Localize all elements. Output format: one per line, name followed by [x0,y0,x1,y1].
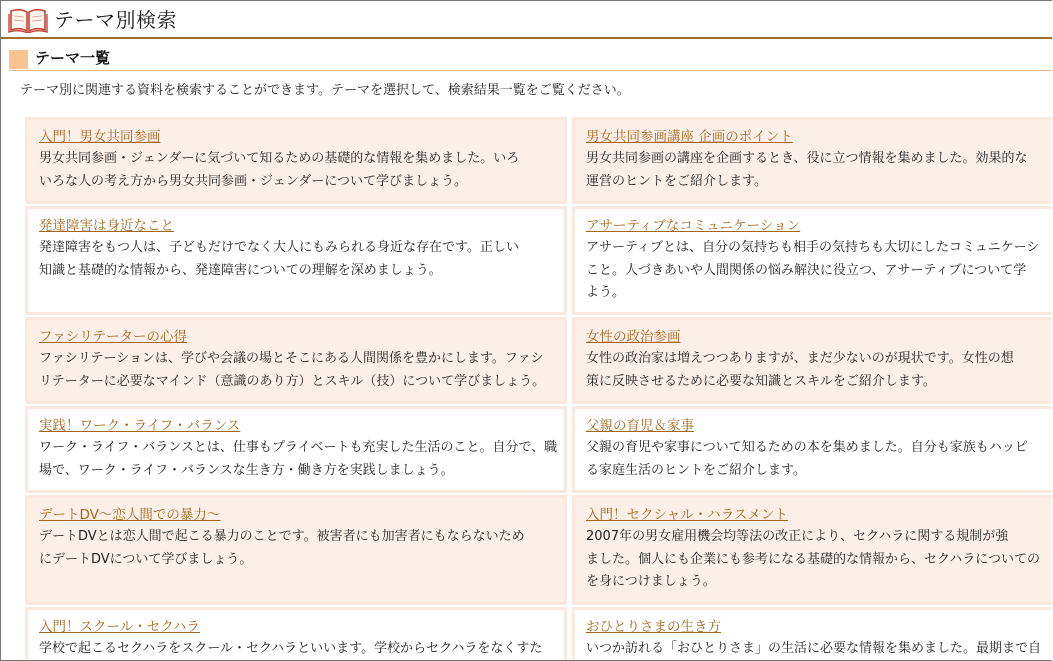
theme-card [572,495,1052,605]
section-title: テーマ一覧 [35,49,111,67]
theme-link[interactable]: おひとりさまの生き方 [586,619,721,635]
theme-link[interactable]: 父親の育児＆家事 [586,418,694,434]
section-header [9,48,1052,71]
theme-description: 知識と基礎的な情報から、発達障害についての理解を深めましょう。 [39,262,442,278]
theme-link[interactable]: 入門！スクール・セクハラ [39,619,200,635]
theme-link[interactable]: ファシリテーターの心得 [39,329,187,345]
page-header [1,1,1052,39]
theme-description: ました。個人にも企業にも参考になる基礎的な情報から、セクハラについての [586,551,1040,567]
theme-link[interactable]: 入門！男女共同参画 [39,129,161,145]
theme-description: を身につけましょう。 [586,574,716,589]
theme-description: 策に反映させるために必要な知識とスキルをご紹介します。 [586,373,936,389]
theme-description: ワーク・ライフ・バランスとは、仕事もプライベートも充実した生活のこと。自分で、職 [39,440,558,455]
theme-card [25,406,567,493]
theme-description: こと。人づきあいや人間関係の悩み解決に役立つ、アサーティブについて学 [586,262,1027,278]
theme-card [572,607,1052,661]
theme-link[interactable]: デートDV～恋人間での暴力～ [39,507,221,523]
section-marker [9,50,28,69]
theme-link[interactable]: 男女共同参画講座 企画のポイント [586,129,793,145]
theme-description: 運営のヒントをご紹介します。 [586,173,767,189]
page-title: テーマ別検索 [54,8,177,32]
open-book-icon [8,7,48,33]
theme-description: 発達障害をもつ人は、子どもだけでなく大人にもみられる身近な存在です。正しい [39,240,519,255]
theme-description: る家庭生活のヒントをご紹介します。 [586,462,806,478]
theme-card [572,206,1052,315]
theme-description: 学校で起こるセクハラをスクール・セクハラといいます。学校からセクハラをなくすた [39,641,543,656]
theme-description: ファシリテーションは、学びや会議の場とそこにある人間関係を豊かにします。ファシ [39,351,544,366]
theme-link[interactable]: 実践！ワーク・ライフ・バランス [39,418,241,434]
theme-description: 女性の政治家は増えつつありますが、まだ少ないのが現状です。女性の想 [586,351,1014,366]
theme-link[interactable]: 入門！セクシャル・ハラスメント [586,507,788,523]
theme-description: いろな人の考え方から男女共同参画・ジェンダーについて学びましょう。 [39,173,467,189]
theme-card [572,406,1052,493]
theme-description: リテーターに必要なマインド（意識のあり方）とスキル（技）について学びましょう。 [39,373,546,389]
theme-description: 父親の育児や家事について知るための本を集めました。自分も家族もハッピ [586,440,1028,455]
theme-description: 場で、ワーク・ライフ・バランスな生き方・働き方を実践しましょう。 [39,462,454,478]
theme-card [25,495,567,605]
theme-description: 男女共同参画の講座を企画するとき、役に立つ情報を集めました。効果的な [586,151,1028,166]
theme-description: 男女共同参画・ジェンダーに気づいて知るための基礎的な情報を集めました。いろ [39,151,520,166]
theme-link[interactable]: 発達障害は身近なこと [39,218,174,234]
theme-link[interactable]: アサーティブなコミュニケーション [586,218,801,234]
theme-card [572,317,1052,404]
theme-card [25,206,567,315]
theme-card [25,117,567,204]
theme-description: よう。 [586,285,626,300]
intro-text: テーマ別に関連する資料を検索することができます。テーマを選択して、検索結果一覧をご覧ください。 [20,83,630,98]
theme-link[interactable]: 女性の政治参画 [586,329,681,345]
theme-description: アサーティブとは、自分の気持ちも相手の気持ちも大切にしたコミュニケーシ [586,240,1040,255]
theme-description: にデートDVについて学びましょう。 [39,551,253,567]
theme-description: デートDVとは恋人間で起こる暴力のことです。被害者にも加害者にもならないため [39,529,525,544]
theme-description: いつか訪れる「おひとりさま」の生活に必要な情報を集めました。最期まで自 [586,641,1042,656]
theme-description: 2007年の男女雇用機会均等法の改正により、セクハラに関する規制が強 [586,529,1009,544]
theme-card [572,117,1052,204]
theme-card [25,317,567,404]
theme-card [25,607,567,661]
